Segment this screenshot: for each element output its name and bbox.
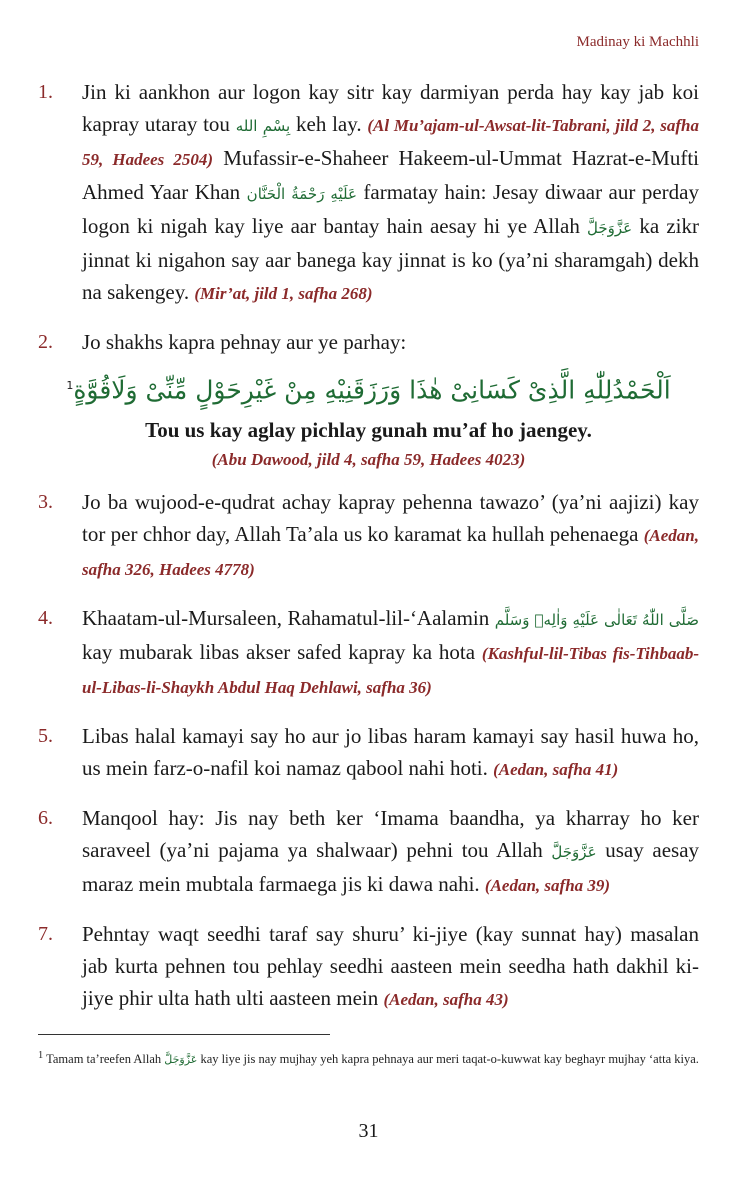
item-text: [82, 602, 699, 704]
footnote-mark: 1: [38, 1050, 44, 1061]
list-item-5: [38, 720, 699, 786]
citation: (Kashful-lil-Tibas fis-Tihbaab-ul-Libas-li-Shaykh Abdul Haq Dehlawi, safha 36): [82, 644, 699, 698]
numbered-list: [38, 76, 699, 1032]
citation: (Aedan, safha 326, Hadees 4778): [82, 526, 699, 580]
footnote-mark: 1: [66, 379, 74, 392]
item-number: 3.: [38, 491, 53, 514]
footnote: [38, 1046, 699, 1069]
item-number: 4.: [38, 607, 53, 630]
item-text: [82, 802, 699, 902]
arabic-phrase: عَزَّوَجَلَّ: [551, 843, 597, 862]
item-text: [82, 720, 699, 786]
text: Jo ba wujood-e-qudrat achay kapray pehenna tawazo’ (ya’ni aajizi) kay tor per chhor day, Allah Ta’ala us ko karamat ka hullah pehenaega: [82, 490, 699, 547]
item-text: [82, 486, 699, 586]
item-number: 2.: [38, 331, 53, 353]
text: Jin ki aankhon aur logon kay sitr kay darmiyan perda hay kay jab koi kapray utaray tou: [82, 80, 699, 136]
text: ka zikr jinnat ki nigahon say aar banega kay jinnat is ko (ya’ni sharamgah) dekh na sakengey.: [82, 214, 700, 304]
list-item-4: [38, 602, 699, 704]
item-text: [82, 918, 699, 1016]
page-number: 31: [358, 1120, 379, 1142]
citation: (Aedan, safha 41): [493, 760, 619, 780]
list-item-6: [38, 802, 699, 902]
footnote-divider: [38, 1034, 330, 1035]
item-number: 6.: [38, 807, 53, 830]
text: Libas halal kamayi say ho aur jo libas haram kamayi say hasil huwa ho, us mein farz-o-nafil koi namaz qabool nahi hoti.: [82, 724, 699, 781]
text: keh lay.: [296, 112, 362, 136]
text: Khaatam-ul-Mursaleen, Rahamatul-lil-‘Aalamin: [82, 606, 490, 631]
list-item-2: [38, 326, 699, 470]
arabic-dua: [38, 366, 699, 410]
text: usay aesay maraz mein mubtala farmaega jis ki dawa nahi.: [82, 838, 700, 897]
citation: (Abu Dawood, jild 4, safha 59, Hadees 4023): [211, 450, 526, 470]
item-text: Jo shakhs kapra pehnay aur ye parhay:: [82, 330, 407, 354]
citation: (Al Mu’ajam-ul-Awsat-lit-Tabrani, jild 2, safha 59, Hadees 2504): [82, 116, 700, 169]
citation: (Aedan, safha 43): [383, 990, 509, 1010]
footnote-text: Tamam ta’reefen Allah: [46, 1052, 162, 1067]
list-item-3: [38, 486, 699, 586]
text: Manqool hay: Jis nay beth ker ‘Imama baandha, ya kharray ho ker saraveel (ya’ni pajama ya shalwaar) pehni tou Allah: [82, 806, 699, 863]
running-header: Madinay ki Machhli: [576, 34, 699, 50]
arabic-dua-text: اَلْحَمْدُلِلّٰهِ الَّذِیْ كَسَانِیْ هٰذَا وَرَزَقَنِيْهِ مِنْ غَيْرِحَوْلٍ مِّنِّیْ وَلَاقُوَّةٍ: [73, 375, 671, 405]
item-number: 7.: [38, 923, 53, 946]
list-item-1: [38, 76, 699, 310]
arabic-phrase: عَزَّوَجَلَّ: [164, 1053, 198, 1067]
arabic-phrase: صَلَّى اللّٰهُ تَعَالٰى عَلَيْهِ وَاٰلِهٖ وَسَلَّم: [494, 611, 699, 630]
footnote-text: kay liye jis nay mujhay yeh kapra pehnaya aur meri taqat-o-kuwwat kay beghayr mujhay ‘atta kiya.: [200, 1052, 699, 1067]
arabic-phrase: عَزَّوَجَلَّ: [587, 219, 633, 237]
arabic-phrase: عَلَيْهِ رَحْمَةُ الْحَنَّان: [246, 185, 357, 203]
item-number: 5.: [38, 725, 53, 748]
bold-statement: Tou us kay aglay pichlay gunah mu’af ho jaengey.: [145, 418, 592, 443]
text: Pehntay waqt seedhi taraf say shuru’ ki-jiye (kay sunnat hay) masalan jab kurta pehnen tou pehlay seedhi aasteen mein seedha hath dakhil ki-jiye phir ulta hath ulti aasteen mein: [82, 922, 699, 1011]
citation: (Mir’at, jild 1, safha 268): [194, 284, 373, 303]
item-number: 1.: [38, 81, 53, 103]
arabic-phrase: بِسْمِ الله: [235, 117, 291, 135]
citation: (Aedan, safha 39): [484, 876, 611, 896]
text: Mufassir-e-Shaheer Hakeem-ul-Ummat Hazrat-e-Mufti Ahmed Yaar Khan: [82, 146, 700, 204]
text: kay mubarak libas akser safed kapray ka hota: [82, 640, 476, 665]
text: farmatay hain: Jesay diwaar aur perday logon ki nigah kay liye aar bantay hain aesay hi ye Allah: [82, 180, 699, 238]
item-text: [82, 76, 699, 310]
list-item-7: [38, 918, 699, 1016]
